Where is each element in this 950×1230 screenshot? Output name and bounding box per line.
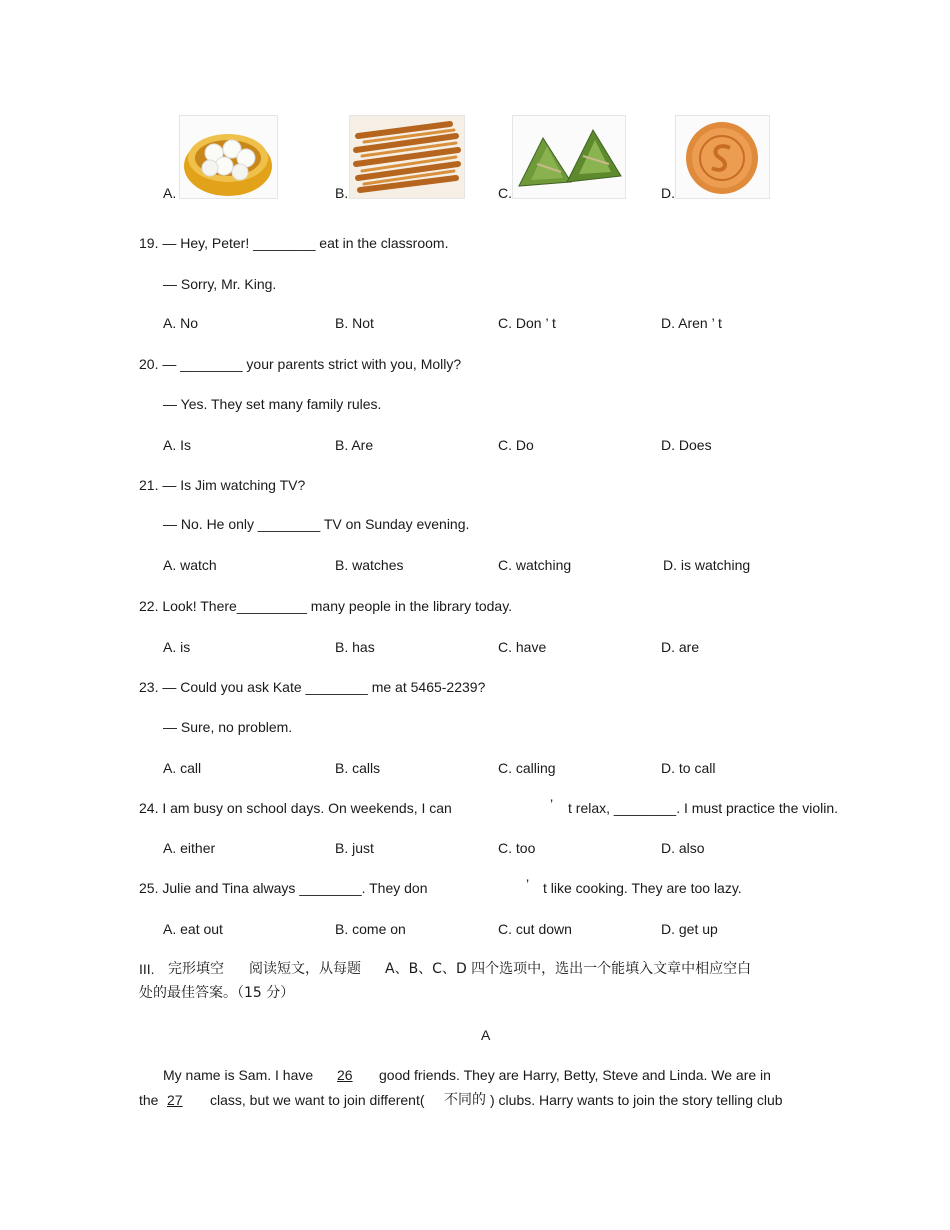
passage-chinese-gloss: 不同的	[444, 1092, 486, 1108]
q19-reply: — Sorry, Mr. King.	[163, 276, 277, 292]
q25-option-a[interactable]: A. eat out	[163, 921, 223, 937]
q23-option-c[interactable]: C. calling	[498, 760, 556, 776]
q21-option-d[interactable]: D. is watching	[663, 557, 751, 573]
q21-option-a[interactable]: A. watch	[163, 557, 217, 573]
q20-option-d[interactable]: D. Does	[661, 437, 712, 453]
passage-label: A	[481, 1027, 491, 1043]
mahua-twists-icon	[349, 115, 465, 199]
mooncake-icon	[675, 115, 770, 199]
passage-line1-end: good friends. They are Harry, Betty, Steve and Linda. We are in	[379, 1067, 771, 1083]
q19-option-a[interactable]: A. No	[163, 315, 199, 331]
option-c-label: C.	[498, 185, 512, 201]
section3-instruction-start: 阅读短文，从每题	[249, 961, 361, 977]
q20-option-c[interactable]: C. Do	[498, 437, 534, 453]
q22-option-d[interactable]: D. are	[661, 639, 700, 655]
q24-option-b[interactable]: B. just	[335, 840, 374, 856]
blank-26[interactable]: 26	[337, 1067, 353, 1083]
q25-option-b[interactable]: B. come on	[335, 921, 406, 937]
q24-option-a[interactable]: A. either	[163, 840, 216, 856]
q22-option-a[interactable]: A. is	[163, 639, 191, 655]
q23-reply: — Sure, no problem.	[163, 719, 293, 735]
passage-line2-middle: class, but we want to join different(	[210, 1092, 425, 1108]
q19-option-d[interactable]: D. Aren ’ t	[661, 315, 722, 331]
q19-option-b[interactable]: B. Not	[335, 315, 374, 331]
q20-stem: 20. — ________ your parents strict with you, Molly?	[139, 356, 462, 372]
q19-stem: 19. — Hey, Peter! ________ eat in the classroom.	[139, 235, 449, 251]
q24-option-d[interactable]: D. also	[661, 840, 705, 856]
section3-instruction-end: A、B、C、D 四个选项中，选出一个能填入文章中相应空白	[385, 961, 752, 977]
q25-stem-start: 25. Julie and Tina always ________. They don	[139, 880, 428, 896]
passage-line1-start: My name is Sam. I have	[163, 1067, 314, 1083]
q23-option-a[interactable]: A. call	[163, 760, 202, 776]
section3-title: 完形填空	[168, 961, 224, 977]
q21-stem: 21. — Is Jim watching TV?	[139, 477, 306, 493]
q25-apostrophe: ’	[526, 876, 530, 892]
q24-stem-end: t relax, ________. I must practice the violin.	[568, 800, 839, 816]
option-b-label: B.	[335, 185, 349, 201]
q25-option-d[interactable]: D. get up	[661, 921, 718, 937]
q23-option-b[interactable]: B. calls	[335, 760, 381, 776]
q21-option-b[interactable]: B. watches	[335, 557, 404, 573]
q24-option-c[interactable]: C. too	[498, 840, 536, 856]
q20-reply: — Yes. They set many family rules.	[163, 396, 382, 412]
q20-option-a[interactable]: A. Is	[163, 437, 192, 453]
q22-option-b[interactable]: B. has	[335, 639, 375, 655]
q23-option-d[interactable]: D. to call	[661, 760, 716, 776]
passage-line2-end: ) clubs. Harry wants to join the story telling club	[490, 1092, 783, 1108]
section3-numeral: III.	[139, 961, 155, 977]
q21-option-c[interactable]: C. watching	[498, 557, 572, 573]
blank-27[interactable]: 27	[167, 1092, 183, 1108]
passage-line2-start: the	[139, 1092, 159, 1108]
q24-stem-start: 24. I am busy on school days. On weekends, I can	[139, 800, 452, 816]
q22-option-c[interactable]: C. have	[498, 639, 547, 655]
q20-option-b[interactable]: B. Are	[335, 437, 374, 453]
q24-apostrophe: ’	[550, 796, 554, 812]
q25-option-c[interactable]: C. cut down	[498, 921, 572, 937]
q25-stem-end: t like cooking. They are too lazy.	[543, 880, 742, 896]
option-d-label: D.	[661, 185, 675, 201]
q23-stem: 23. — Could you ask Kate ________ me at 5465-2239?	[139, 679, 486, 695]
section3-instruction-line2: 处的最佳答案。（15 分）	[139, 985, 295, 1001]
q21-reply: — No. He only ________ TV on Sunday evening.	[163, 516, 470, 532]
q22-stem: 22. Look! There_________ many people in the library today.	[139, 598, 513, 614]
option-a-label: A.	[163, 185, 177, 201]
q19-option-c[interactable]: C. Don ’ t	[498, 315, 556, 331]
tangyuan-bowl-icon	[179, 115, 278, 199]
zongzi-icon	[512, 115, 626, 199]
